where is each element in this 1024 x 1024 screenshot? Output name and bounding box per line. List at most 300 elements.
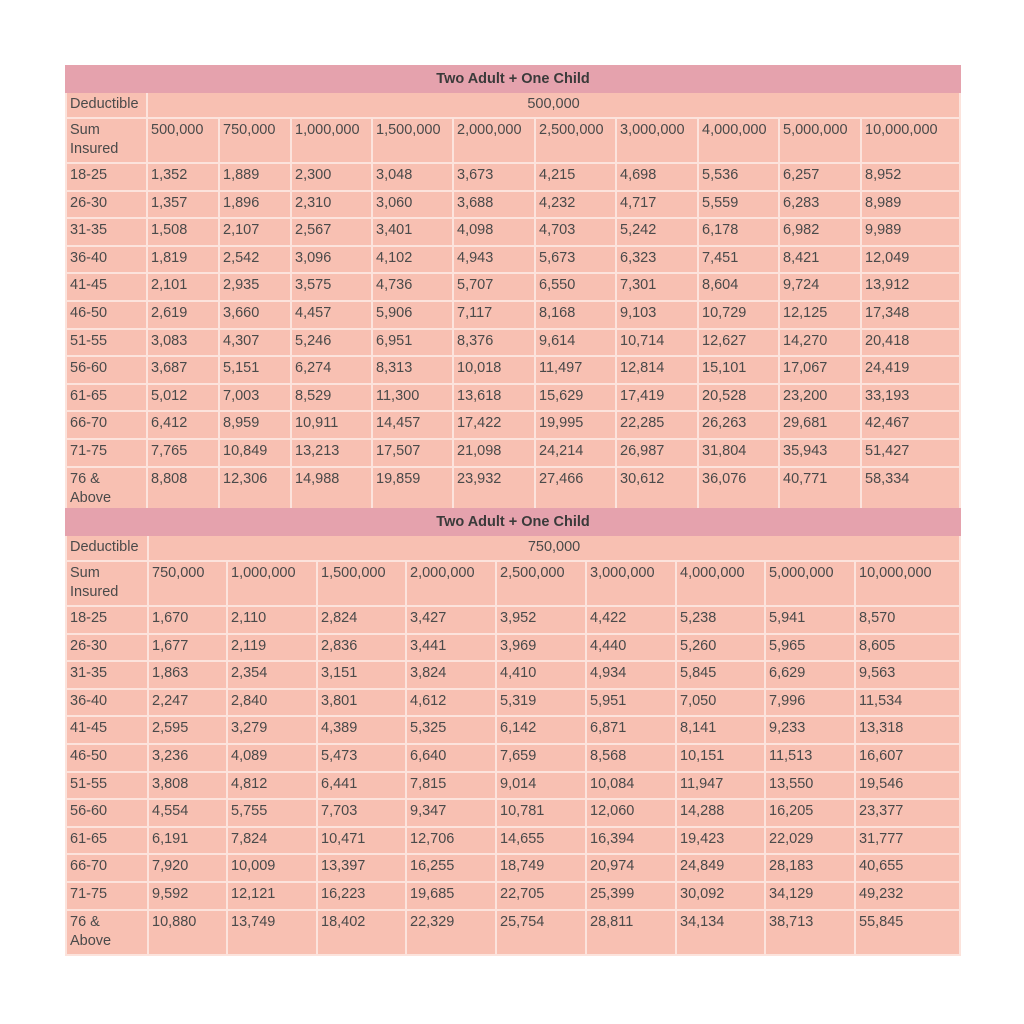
premium-cell: 8,421: [779, 246, 861, 274]
premium-cell: 1,670: [148, 606, 227, 634]
premium-cell: 8,168: [535, 301, 616, 329]
premium-cell: 3,401: [372, 218, 453, 246]
premium-cell: 8,604: [698, 273, 779, 301]
premium-cell: 3,687: [147, 356, 219, 384]
premium-cell: 23,377: [855, 799, 960, 827]
sum-insured-header: 5,000,000: [765, 561, 855, 606]
premium-cell: 4,717: [616, 191, 698, 219]
premium-cell: 2,101: [147, 273, 219, 301]
premium-cell: 4,612: [406, 689, 496, 717]
premium-cell: 2,119: [227, 634, 317, 662]
table-row: [66, 356, 960, 384]
premium-cell: 8,808: [147, 467, 219, 512]
table-title-row: [66, 66, 960, 92]
premium-cell: 5,845: [676, 661, 765, 689]
premium-cell: 18,749: [496, 854, 586, 882]
premium-cell: 9,614: [535, 329, 616, 357]
premium-cell: 12,121: [227, 882, 317, 910]
premium-cell: 2,595: [148, 716, 227, 744]
premium-cell: 11,947: [676, 772, 765, 800]
deductible-value: 500,000: [147, 92, 960, 118]
age-band: 46-50: [66, 744, 148, 772]
premium-cell: 1,863: [148, 661, 227, 689]
premium-cell: 4,703: [535, 218, 616, 246]
premium-cell: 10,009: [227, 854, 317, 882]
premium-cell: 5,941: [765, 606, 855, 634]
premium-cell: 29,681: [779, 411, 861, 439]
premium-cell: 6,142: [496, 716, 586, 744]
premium-cell: 15,101: [698, 356, 779, 384]
table-row: [66, 246, 960, 274]
premium-cell: 4,410: [496, 661, 586, 689]
sum-insured-header: 1,000,000: [227, 561, 317, 606]
age-band: 51-55: [66, 329, 147, 357]
premium-cell: 31,777: [855, 827, 960, 855]
premium-cell: 7,451: [698, 246, 779, 274]
premium-cell: 2,567: [291, 218, 372, 246]
table-row: [66, 329, 960, 357]
premium-cell: 34,134: [676, 910, 765, 955]
table-row: [66, 439, 960, 467]
premium-cell: 8,959: [219, 411, 291, 439]
premium-cell: 12,706: [406, 827, 496, 855]
table-row: [66, 744, 960, 772]
sum-insured-header: 500,000: [147, 118, 219, 163]
age-band: 46-50: [66, 301, 147, 329]
premium-cell: 2,542: [219, 246, 291, 274]
sum-insured-header: 10,000,000: [861, 118, 960, 163]
premium-cell: 4,440: [586, 634, 676, 662]
premium-cell: 3,279: [227, 716, 317, 744]
premium-cell: 49,232: [855, 882, 960, 910]
age-band: 61-65: [66, 827, 148, 855]
age-band: 18-25: [66, 606, 148, 634]
age-band: 56-60: [66, 356, 147, 384]
premium-cell: 34,129: [765, 882, 855, 910]
table-row: [66, 772, 960, 800]
premium-cell: 12,306: [219, 467, 291, 512]
premium-cell: 3,096: [291, 246, 372, 274]
premium-cell: 12,060: [586, 799, 676, 827]
premium-cell: 19,685: [406, 882, 496, 910]
premium-cell: 14,457: [372, 411, 453, 439]
premium-cell: 28,183: [765, 854, 855, 882]
premium-cell: 2,619: [147, 301, 219, 329]
premium-cell: 40,655: [855, 854, 960, 882]
deductible-label: Deductible: [66, 92, 147, 118]
sum-insured-header: 2,500,000: [535, 118, 616, 163]
premium-cell: 9,724: [779, 273, 861, 301]
premium-cell: 22,285: [616, 411, 698, 439]
table-title: Two Adult + One Child: [66, 509, 960, 535]
premium-cell: 5,951: [586, 689, 676, 717]
premium-cell: 13,618: [453, 384, 535, 412]
premium-cell: 9,103: [616, 301, 698, 329]
premium-cell: 2,840: [227, 689, 317, 717]
premium-cell: 11,513: [765, 744, 855, 772]
sum-insured-header: 750,000: [148, 561, 227, 606]
age-band: 71-75: [66, 439, 147, 467]
premium-cell: 33,193: [861, 384, 960, 412]
premium-cell: 24,214: [535, 439, 616, 467]
premium-cell: 55,845: [855, 910, 960, 955]
table-row: [66, 634, 960, 662]
premium-cell: 2,836: [317, 634, 406, 662]
premium-cell: 8,989: [861, 191, 960, 219]
premium-cell: 36,076: [698, 467, 779, 512]
premium-cell: 16,255: [406, 854, 496, 882]
premium-cell: 2,935: [219, 273, 291, 301]
age-band: 76 & Above: [66, 910, 148, 955]
premium-cell: 16,607: [855, 744, 960, 772]
premium-cell: 10,151: [676, 744, 765, 772]
premium-cell: 11,300: [372, 384, 453, 412]
premium-cell: 7,996: [765, 689, 855, 717]
premium-cell: 22,329: [406, 910, 496, 955]
premium-cell: 58,334: [861, 467, 960, 512]
premium-cell: 2,107: [219, 218, 291, 246]
premium-cell: 5,906: [372, 301, 453, 329]
premium-cell: 3,952: [496, 606, 586, 634]
premium-cell: 4,554: [148, 799, 227, 827]
premium-cell: 27,466: [535, 467, 616, 512]
premium-cell: 3,801: [317, 689, 406, 717]
premium-cell: 4,307: [219, 329, 291, 357]
premium-cell: 30,092: [676, 882, 765, 910]
premium-table-deductible-500000: [65, 65, 961, 513]
premium-cell: 25,399: [586, 882, 676, 910]
table-row: [66, 854, 960, 882]
premium-cell: 13,550: [765, 772, 855, 800]
table-title-row: [66, 509, 960, 535]
premium-cell: 8,141: [676, 716, 765, 744]
premium-cell: 17,422: [453, 411, 535, 439]
premium-cell: 9,592: [148, 882, 227, 910]
age-band: 31-35: [66, 661, 148, 689]
table-row: [66, 827, 960, 855]
sum-insured-header: 2,000,000: [453, 118, 535, 163]
premium-cell: 6,550: [535, 273, 616, 301]
table-row: [66, 661, 960, 689]
premium-cell: 13,213: [291, 439, 372, 467]
age-band: 31-35: [66, 218, 147, 246]
table-row: [66, 163, 960, 191]
table-row: [66, 384, 960, 412]
deductible-value: 750,000: [148, 535, 960, 561]
premium-cell: 4,457: [291, 301, 372, 329]
premium-cell: 1,889: [219, 163, 291, 191]
sum-insured-label: Sum Insured: [66, 561, 148, 606]
sum-insured-header: 2,000,000: [406, 561, 496, 606]
age-band: 18-25: [66, 163, 147, 191]
premium-cell: 3,236: [148, 744, 227, 772]
table-row: [66, 191, 960, 219]
sum-insured-header: 3,000,000: [616, 118, 698, 163]
premium-cell: 9,563: [855, 661, 960, 689]
premium-table-deductible-750000: [65, 508, 961, 956]
deductible-row: [66, 92, 960, 118]
table-row: [66, 689, 960, 717]
premium-cell: 5,151: [219, 356, 291, 384]
sum-insured-header: 10,000,000: [855, 561, 960, 606]
premium-cell: 28,811: [586, 910, 676, 955]
premium-cell: 17,067: [779, 356, 861, 384]
premium-cell: 21,098: [453, 439, 535, 467]
sum-insured-header: 1,500,000: [372, 118, 453, 163]
premium-cell: 1,357: [147, 191, 219, 219]
premium-cell: 20,418: [861, 329, 960, 357]
premium-cell: 4,232: [535, 191, 616, 219]
premium-cell: 1,677: [148, 634, 227, 662]
premium-cell: 8,605: [855, 634, 960, 662]
premium-cell: 23,200: [779, 384, 861, 412]
premium-cell: 51,427: [861, 439, 960, 467]
sum-insured-label: Sum Insured: [66, 118, 147, 163]
premium-cell: 5,673: [535, 246, 616, 274]
premium-cell: 13,749: [227, 910, 317, 955]
premium-cell: 4,812: [227, 772, 317, 800]
premium-cell: 10,729: [698, 301, 779, 329]
premium-cell: 6,982: [779, 218, 861, 246]
premium-cell: 6,412: [147, 411, 219, 439]
premium-cell: 1,896: [219, 191, 291, 219]
table-row: [66, 882, 960, 910]
premium-cell: 8,570: [855, 606, 960, 634]
premium-cell: 7,003: [219, 384, 291, 412]
premium-cell: 18,402: [317, 910, 406, 955]
premium-cell: 6,283: [779, 191, 861, 219]
premium-cell: 8,529: [291, 384, 372, 412]
deductible-row: [66, 535, 960, 561]
age-band: 51-55: [66, 772, 148, 800]
premium-cell: 3,688: [453, 191, 535, 219]
premium-cell: 15,629: [535, 384, 616, 412]
premium-cell: 2,824: [317, 606, 406, 634]
premium-cell: 20,528: [698, 384, 779, 412]
premium-cell: 12,125: [779, 301, 861, 329]
premium-cell: 6,441: [317, 772, 406, 800]
premium-cell: 1,508: [147, 218, 219, 246]
table-row: [66, 606, 960, 634]
premium-cell: 8,376: [453, 329, 535, 357]
sum-insured-header: 1,500,000: [317, 561, 406, 606]
age-band: 26-30: [66, 634, 148, 662]
sum-insured-header: 750,000: [219, 118, 291, 163]
table-row: [66, 301, 960, 329]
premium-cell: 42,467: [861, 411, 960, 439]
premium-cell: 17,419: [616, 384, 698, 412]
table-title: Two Adult + One Child: [66, 66, 960, 92]
age-band: 61-65: [66, 384, 147, 412]
premium-cell: 16,205: [765, 799, 855, 827]
premium-cell: 26,263: [698, 411, 779, 439]
premium-cell: 2,110: [227, 606, 317, 634]
premium-cell: 9,989: [861, 218, 960, 246]
sum-insured-header: 1,000,000: [291, 118, 372, 163]
premium-cell: 10,911: [291, 411, 372, 439]
premium-cell: 30,612: [616, 467, 698, 512]
premium-cell: 14,655: [496, 827, 586, 855]
table-row: [66, 910, 960, 955]
premium-cell: 3,427: [406, 606, 496, 634]
premium-cell: 3,151: [317, 661, 406, 689]
premium-cell: 3,969: [496, 634, 586, 662]
premium-cell: 6,640: [406, 744, 496, 772]
premium-cell: 19,423: [676, 827, 765, 855]
premium-cell: 17,507: [372, 439, 453, 467]
premium-cell: 3,824: [406, 661, 496, 689]
premium-cell: 14,288: [676, 799, 765, 827]
premium-cell: 7,920: [148, 854, 227, 882]
premium-cell: 20,974: [586, 854, 676, 882]
age-band: 36-40: [66, 689, 148, 717]
premium-cell: 17,348: [861, 301, 960, 329]
premium-cell: 6,629: [765, 661, 855, 689]
premium-cell: 9,014: [496, 772, 586, 800]
premium-cell: 19,859: [372, 467, 453, 512]
premium-cell: 10,471: [317, 827, 406, 855]
premium-cell: 13,318: [855, 716, 960, 744]
premium-cell: 22,029: [765, 827, 855, 855]
premium-cell: 7,659: [496, 744, 586, 772]
premium-cell: 4,736: [372, 273, 453, 301]
premium-cell: 10,018: [453, 356, 535, 384]
premium-cell: 6,191: [148, 827, 227, 855]
premium-cell: 19,995: [535, 411, 616, 439]
premium-cell: 23,932: [453, 467, 535, 512]
premium-cell: 14,270: [779, 329, 861, 357]
deductible-label: Deductible: [66, 535, 148, 561]
premium-cell: 7,301: [616, 273, 698, 301]
premium-cell: 3,048: [372, 163, 453, 191]
age-band: 71-75: [66, 882, 148, 910]
table-row: [66, 218, 960, 246]
age-band: 66-70: [66, 411, 147, 439]
sum-insured-header: 2,500,000: [496, 561, 586, 606]
premium-cell: 10,084: [586, 772, 676, 800]
premium-cell: 12,627: [698, 329, 779, 357]
premium-cell: 16,394: [586, 827, 676, 855]
premium-cell: 4,089: [227, 744, 317, 772]
premium-cell: 6,951: [372, 329, 453, 357]
premium-cell: 5,012: [147, 384, 219, 412]
premium-cell: 3,660: [219, 301, 291, 329]
premium-cell: 5,755: [227, 799, 317, 827]
premium-cell: 19,546: [855, 772, 960, 800]
premium-cell: 8,952: [861, 163, 960, 191]
premium-cell: 3,808: [148, 772, 227, 800]
premium-cell: 38,713: [765, 910, 855, 955]
premium-cell: 5,965: [765, 634, 855, 662]
sum-insured-header: 3,000,000: [586, 561, 676, 606]
premium-cell: 6,178: [698, 218, 779, 246]
premium-cell: 6,323: [616, 246, 698, 274]
premium-cell: 6,257: [779, 163, 861, 191]
premium-cell: 5,242: [616, 218, 698, 246]
premium-cell: 11,497: [535, 356, 616, 384]
age-band: 76 & Above: [66, 467, 147, 512]
premium-cell: 7,050: [676, 689, 765, 717]
premium-cell: 5,319: [496, 689, 586, 717]
premium-cell: 22,705: [496, 882, 586, 910]
sum-insured-header: 4,000,000: [698, 118, 779, 163]
premium-cell: 5,238: [676, 606, 765, 634]
premium-cell: 16,223: [317, 882, 406, 910]
premium-cell: 5,325: [406, 716, 496, 744]
premium-cell: 4,422: [586, 606, 676, 634]
premium-cell: 8,568: [586, 744, 676, 772]
premium-cell: 1,352: [147, 163, 219, 191]
premium-cell: 1,819: [147, 246, 219, 274]
premium-cell: 8,313: [372, 356, 453, 384]
premium-cell: 40,771: [779, 467, 861, 512]
premium-cell: 12,049: [861, 246, 960, 274]
premium-cell: 31,804: [698, 439, 779, 467]
premium-cell: 10,714: [616, 329, 698, 357]
table-row: [66, 467, 960, 512]
premium-cell: 4,943: [453, 246, 535, 274]
premium-cell: 7,824: [227, 827, 317, 855]
sum-insured-header: 4,000,000: [676, 561, 765, 606]
premium-cell: 3,441: [406, 634, 496, 662]
premium-cell: 4,934: [586, 661, 676, 689]
premium-cell: 7,815: [406, 772, 496, 800]
table-row: [66, 716, 960, 744]
premium-cell: 25,754: [496, 910, 586, 955]
premium-cell: 5,559: [698, 191, 779, 219]
sum-insured-row: [66, 118, 960, 163]
premium-cell: 4,698: [616, 163, 698, 191]
premium-cell: 4,389: [317, 716, 406, 744]
premium-cell: 10,781: [496, 799, 586, 827]
premium-cell: 5,536: [698, 163, 779, 191]
age-band: 66-70: [66, 854, 148, 882]
premium-cell: 2,310: [291, 191, 372, 219]
premium-cell: 2,300: [291, 163, 372, 191]
premium-cell: 4,102: [372, 246, 453, 274]
premium-cell: 5,246: [291, 329, 372, 357]
premium-cell: 24,849: [676, 854, 765, 882]
premium-cell: 7,765: [147, 439, 219, 467]
premium-cell: 10,880: [148, 910, 227, 955]
premium-cell: 13,397: [317, 854, 406, 882]
premium-cell: 12,814: [616, 356, 698, 384]
premium-cell: 14,988: [291, 467, 372, 512]
premium-cell: 7,117: [453, 301, 535, 329]
premium-cell: 5,260: [676, 634, 765, 662]
premium-cell: 6,871: [586, 716, 676, 744]
premium-cell: 3,575: [291, 273, 372, 301]
premium-cell: 6,274: [291, 356, 372, 384]
premium-cell: 5,707: [453, 273, 535, 301]
premium-cell: 10,849: [219, 439, 291, 467]
premium-cell: 11,534: [855, 689, 960, 717]
premium-cell: 5,473: [317, 744, 406, 772]
premium-cell: 4,215: [535, 163, 616, 191]
table-row: [66, 799, 960, 827]
premium-cell: 13,912: [861, 273, 960, 301]
age-band: 26-30: [66, 191, 147, 219]
age-band: 36-40: [66, 246, 147, 274]
premium-cell: 3,060: [372, 191, 453, 219]
premium-cell: 3,673: [453, 163, 535, 191]
premium-cell: 9,347: [406, 799, 496, 827]
table-row: [66, 273, 960, 301]
premium-cell: 4,098: [453, 218, 535, 246]
sum-insured-header: 5,000,000: [779, 118, 861, 163]
premium-cell: 2,354: [227, 661, 317, 689]
sum-insured-row: [66, 561, 960, 606]
